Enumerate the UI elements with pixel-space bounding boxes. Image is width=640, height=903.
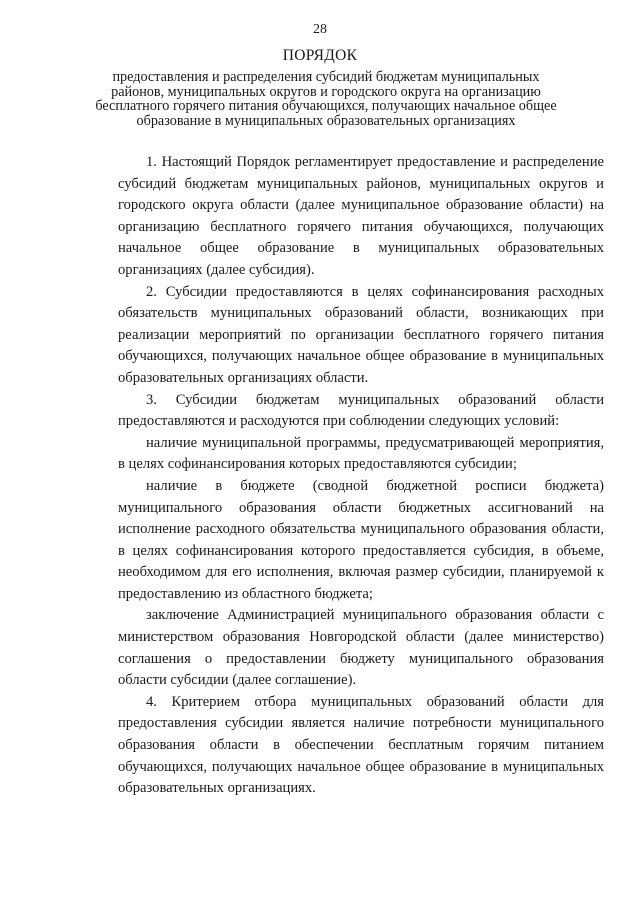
paragraph-condition-1: наличие муниципальной программы, предусматривающей мероприятия, в целях софинансирования которых предоставляются субсидии; (118, 434, 604, 473)
paragraph-condition-3: заключение Администрацией муниципального образования области с министерством образования Новгородской области (далее министерство) соглашения о предоставлении бюджету муниципального образования области субсидии (далее соглашение). (118, 607, 604, 689)
paragraph-3: 3. Субсидии бюджетам муниципальных образований области предоставляются и расходуются при соблюдении следующих условий: (118, 391, 604, 430)
document-subtitle: предоставления и распределения субсидий бюджетам муниципальных районов, муниципальных округов и городского округа на организацию бесплатного горячего питания обучающихся, получающих начальное общее образование в муниципальных образовательных организациях (95, 69, 557, 129)
paragraph-condition-2: наличие в бюджете (сводной бюджетной росписи бюджета) муниципального образования области бюджетных ассигнований на исполнение расходного обязательства муниципального образования области, в целях софинансирования которого предоставляется субсидия, в объеме, необходимом для его исполнения, включая размер субсидии, планируемой к предоставлению из областного бюджета; (118, 477, 604, 602)
page-number: 28 (313, 22, 327, 37)
paragraph-4: 4. Критерием отбора муниципальных образований области для предоставления субсидии является наличие потребности муниципального образования области в обеспечении бесплатным горячим питанием обучающихся, получающих начальное общее образование в муниципальных образовательных организациях. (118, 693, 604, 797)
paragraph-1: 1. Настоящий Порядок регламентирует предоставление и распределение субсидий бюджетам муниципальных районов, муниципальных округов и городского округа области (далее муниципальное образование области) на организацию бесплатного горячего питания обучающихся, получающих начальное общее образование в муниципальных образовательных организациях (далее субсидия). (118, 154, 604, 278)
paragraph-2: 2. Субсидии предоставляются в целях софинансирования расходных обязательств муниципальных образований области, возникающих при реализации мероприятий по организации бесплатного горячего питания обучающихся, получающих начальное общее образование в муниципальных образовательных организациях области. (118, 283, 604, 386)
document-title: ПОРЯДОК (282, 47, 358, 64)
document-body (118, 152, 604, 800)
